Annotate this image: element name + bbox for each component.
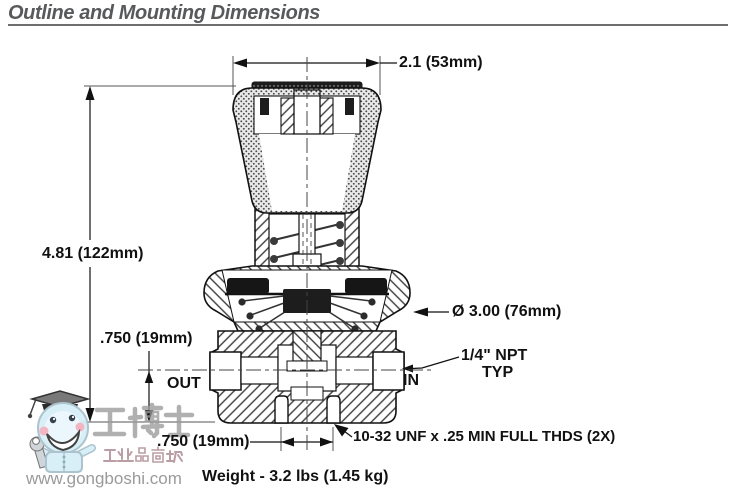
dim-port-height: .750 (19mm) xyxy=(100,330,193,347)
out-port-bore xyxy=(210,352,241,390)
dim-npt-typ: TYP xyxy=(482,364,514,381)
mounting-hole-right xyxy=(327,396,340,423)
dim-hole-spacing: .750 (19mm) xyxy=(157,433,250,450)
note-mounting-threads: 10-32 UNF x .25 MIN FULL THDS (2X) xyxy=(353,428,616,445)
page-title: Outline and Mounting Dimensions xyxy=(8,2,321,24)
in-port-bore xyxy=(373,352,404,390)
seal-right xyxy=(345,278,387,294)
watermark-url: www.gongboshi.com xyxy=(26,469,182,488)
mounting-hole-left xyxy=(275,396,288,423)
watermark-brand-glyphs xyxy=(95,405,192,436)
dim-overall-height: 4.81 (122mm) xyxy=(42,245,144,262)
dim-npt-thread: 1/4" NPT xyxy=(461,347,528,364)
dim-body-diameter: Ø 3.00 (76mm) xyxy=(452,303,562,320)
label-inlet: IN xyxy=(403,372,419,389)
dim-knob-width: 2.1 (53mm) xyxy=(399,54,483,71)
label-outlet: OUT xyxy=(167,375,201,392)
note-weight: Weight - 3.2 lbs (1.45 kg) xyxy=(202,468,389,485)
seal-left xyxy=(227,278,269,294)
watermark xyxy=(28,391,192,472)
gongboshi-mascot xyxy=(28,391,92,472)
